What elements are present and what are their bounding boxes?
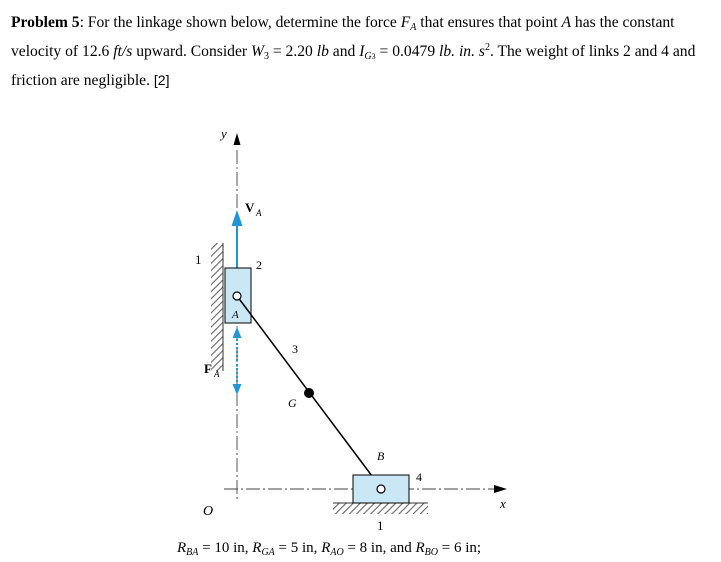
r-subscript-ao: AO (330, 547, 344, 558)
r-subscript-ga: GA (261, 547, 275, 558)
problem-text-3: has the constant velocity of 12.6 (11, 14, 675, 60)
pin-B (377, 485, 385, 493)
r-value-ao: = 8 in, and (343, 540, 416, 556)
r-symbol-4: R (415, 540, 425, 556)
marks-label: [2] (153, 72, 170, 88)
link-1-bottom-label: 1 (377, 518, 384, 533)
inertia-subsubscript: 3 (371, 52, 376, 61)
force-subscript: A (410, 22, 417, 33)
force-arrowhead-up (233, 327, 242, 338)
problem-text-4: upward. Consider (132, 43, 251, 60)
r-symbol-3: R (321, 540, 331, 556)
r-value-ba: = 10 in, (198, 540, 253, 556)
link-2-label: 2 (256, 258, 262, 272)
x-axis-arrowhead (494, 485, 507, 493)
velocity-unit: ft/s (113, 43, 133, 60)
inertia-unit-exponent: 2 (484, 42, 490, 53)
point-symbol: A (561, 14, 572, 31)
link-3-label: 3 (292, 342, 298, 356)
problem-text-8: . The weight of links 2 and 4 and friction are negligible. (11, 43, 696, 89)
velocity-label: V (245, 200, 255, 215)
dimensions-caption (177, 540, 481, 557)
point-A-label: A (232, 309, 239, 321)
problem-text-5: = 2.20 (268, 43, 317, 60)
problem-text-1: : For the linkage shown below, determine the force (79, 14, 401, 31)
problem-label: Problem 5 (11, 14, 80, 31)
weight-symbol: W (250, 43, 264, 60)
origin-label: O (203, 504, 214, 519)
r-subscript-bo: BO (424, 547, 439, 558)
pin-A (233, 292, 241, 300)
force-arrowhead-down (233, 384, 242, 395)
inertia-subscript: G (364, 51, 372, 62)
problem-text-2: that ensures that point (416, 14, 562, 31)
weight-subscript: 3 (263, 51, 269, 62)
inertia-unit: lb. in. s (439, 43, 485, 60)
wall-ground-hatch (211, 243, 223, 371)
floor-ground-hatch (333, 503, 428, 514)
inertia-symbol: I (359, 43, 365, 60)
link-1-left-label: 1 (195, 252, 202, 267)
r-value-ga: = 5 in, (274, 540, 322, 556)
r-symbol-1: R (177, 540, 187, 556)
y-axis-arrowhead (234, 133, 241, 145)
r-subscript-ba: BA (186, 547, 199, 558)
problem-text-6: and (328, 43, 360, 60)
problem-text-7: = 0.0479 (375, 43, 440, 60)
y-axis-label: y (221, 126, 227, 141)
r-symbol-2: R (252, 540, 262, 556)
force-label: F (204, 361, 212, 376)
link-4-label: 4 (416, 470, 422, 484)
weight-unit: lb (316, 43, 329, 60)
x-axis-label: x (500, 496, 506, 511)
center-of-mass-G (304, 388, 314, 398)
r-value-bo: = 6 in; (438, 540, 482, 556)
force-subscript: A (214, 369, 220, 379)
velocity-arrowhead (232, 210, 243, 226)
velocity-subscript: A (256, 208, 262, 218)
force-symbol: F (400, 14, 411, 31)
point-B-label: B (377, 449, 385, 463)
point-G-label: G (288, 396, 297, 410)
